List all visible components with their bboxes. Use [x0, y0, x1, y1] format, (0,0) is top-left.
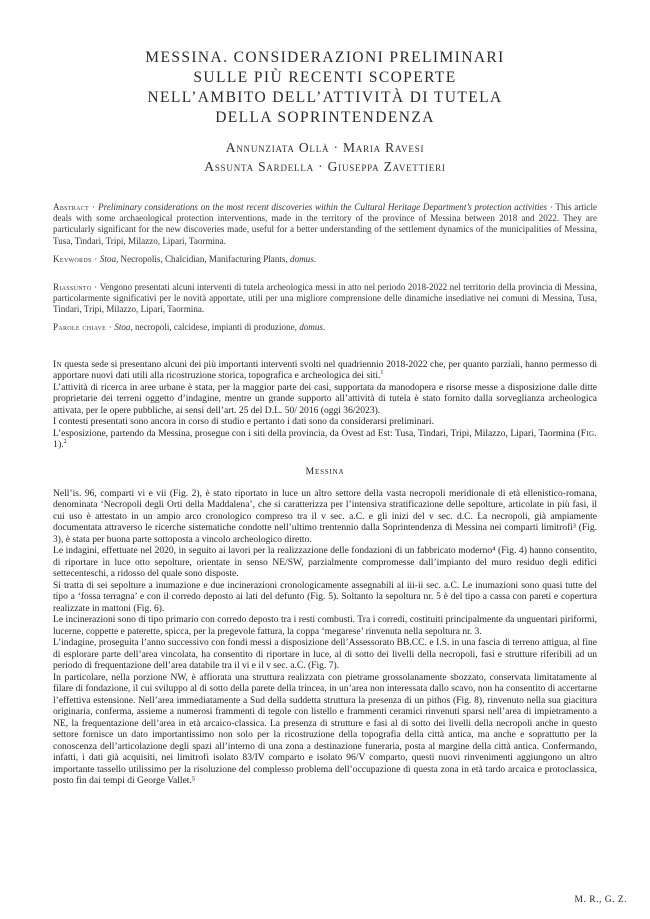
abstract: [53, 202, 597, 247]
paragraph: [53, 359, 597, 382]
paragraph: In particolare, nella porzione NW, è affiorata una struttura realizzata con pietrame grossolanamente sbozzato, conservata limitatamente al filare di fondazione, il cui sviluppo al di sotto della parete della trincea, in un’area non interessata dallo scavo, non ha consentito di accertarne l’effettiva estensione. Nell’area immediatamente a Sud della suddetta struttura la presenza di un pithos (Fig. 8), rinvenuto nella sua giacitura originaria, conferma, assieme a numerosi frammenti di tegole con listello e frammenti ceramici rinvenuti sparsi nell’area di impietramento a NE, la frequentazione dell’area in età arcaico-classica. La presenza di strutture e fasi al di sotto dei livelli della necropoli anche in questo settore fornisce un dato importantissimo non solo per la ricostruzione della topografia della città antica, ma anche e soprattutto per la conoscenza dell’articolazione degli spazi all’interno di una zona a destinazione funeraria, posta al margine della città antica. Confermando, infatti, i dati già acquisiti, nei limitrofi isolato 83/IV comparto e isolato 96/V comparto, questi nuovi rinvenimenti aggiungono un altro importante tassello utilissimo per la risoluzione del complesso problema dell’occupazione di questa zona in età tardo arcaica e protoclassica, posto fin dai tempi di George Vallet.⁵: [53, 671, 597, 787]
authors-line: Annunziata Ollà · Maria Ravesi: [225, 140, 425, 155]
title-line: MESSINA. CONSIDERAZIONI PRELIMINARI: [145, 49, 505, 66]
introduction: [53, 359, 597, 451]
parole-chiave-end: .: [322, 321, 326, 332]
lead-word: In: [53, 358, 62, 370]
paragraph: Le incinerazioni sono di tipo primario con corredo deposto tra i resti combusti. Tra i corredi, costituiti principalmente da unguentari piriformi, lucerne, coppette e paterette, spicca, per la pregevole fattura, la coppa ‘megarese’ rinvenuta nella sepoltura nr. 3.: [53, 614, 597, 637]
paragraph: [53, 428, 597, 451]
abstract-title: Preliminary considerations on the most recent discoveries within the Cultural Heritage Department’s protection activities: [98, 202, 548, 212]
title-line: SULLE PIÙ RECENTI SCOPERTE: [193, 69, 457, 86]
parole-chiave: [53, 322, 597, 333]
riassunto-label: Riassunto ·: [53, 282, 98, 293]
paragraph-text-end: ).: [58, 439, 64, 451]
paragraph: L’attività di ricerca in aree urbane è stata, per la maggior parte dei casi, supportata da manodopera e risorse messe a disposizione dalle ditte proprietarie dei terreni oggetto d’indagine, mentre un grande supporto all’attività di tutela è stato fornito dalla sorveglianza archeologica attivata, per le opere pubbliche, ai sensi dell’art. 25 del D.L. 50/ 2016 (oggi 36/2023).: [53, 381, 597, 416]
keyword-domus: domus: [290, 253, 314, 264]
footnote-ref: 1: [380, 370, 384, 377]
messina-section: [53, 488, 597, 787]
paragraph: Le indagini, effettuate nel 2020, in seguito ai lavori per la realizzazione delle fondazioni di un fabbricato moderno⁴ (Fig. 4) hanno consentito, di riportare in luce otto sepolture, orientate in senso NE/SW, parzialmente compromesse dall’impianto del muro residuo degli edifici settecenteschi, a ridosso del quale sono disposte.: [53, 545, 597, 580]
authors-line: Assunta Sardella · Giuseppa Zavettieri: [204, 159, 446, 174]
paragraph: I contesti presentati sono ancora in corso di studio e pertanto i dati sono da considerarsi preliminari.: [53, 416, 434, 428]
article-title: [53, 48, 597, 128]
article-page: [53, 0, 597, 787]
riassunto: [53, 282, 597, 316]
parola-stoa: Stoa: [114, 321, 131, 332]
paragraph: Nell’is. 96, comparti vi e vii (Fig. 2), è stato riportato in luce un altro settore della vasta necropoli meridionale di età ellenistico-romana, denominata ‘Necropoli degli Orti della Maddalena’, che si caratterizza per l’intensiva stratificazione delle sepolture, articolate in più fasi, il cui uso è attestato in un ampio arco cronologico compreso tra il v sec. a.C. e gli inizi del v sec. d.C. La necropoli, già ampiamente documentata attraverso le ricerche sistematiche condotte nell’ultimo trentennio dalla Soprintendenza di Messina nei comparti limitrofi³ (Fig. 3), è stata per buona parte sottoposta a vincolo archeologico diretto.: [53, 487, 597, 545]
title-line: DELLA SOPRINTENDENZA: [215, 109, 435, 126]
keywords-label: Keywords ·: [53, 253, 98, 264]
title-line: NELL’AMBITO DELL’ATTIVITÀ DI TUTELA: [147, 89, 503, 106]
paragraph-text: L’esposizione, partendo da Messina, prosegue con i siti della provincia, da Ovest ad Est: Tusa, Tindari, Tripi, Milazzo, Lipari, Taormina (: [53, 427, 581, 439]
paragraph-text: questa sede si presentano alcuni dei più importanti interventi svolti nel quadriennio 2018-2022 che, per quanto parziali, hanno permesso di apportare nuovi dati utili alla ricostruzione storica, topografica e archeologica dei siti.: [53, 358, 597, 382]
keywords-list: , Necropolis, Chalcidian, Manifacturing Plants,: [116, 253, 288, 264]
abstract-text: · This article deals with some archaeological protection interventions, made in the territory of the province of Messina between 2018 and 2022. They are particularly significant for the new discoveries made, useful for a better understanding of the settlement dynamics of the municipalities of Messina, Tusa, Tindari, Tripi, Milazzo, Lipari, Taormina.: [53, 202, 598, 246]
riassunto-text: Vengono presentati alcuni interventi di tutela archeologica messi in atto nel periodo 2018-2022 nel territorio della provincia di Messina, particolarmente significativi per le novità apportate, utili per una migliore comprensione delle dinamiche insediative nei comuni di Messina, Tusa, Tindari, Tripi, Milazzo, Lipari, Taormina.: [53, 282, 597, 315]
figure-ref: Fig. 1: [53, 427, 597, 451]
paragraph: Si tratta di sei sepolture a inumazione e due incinerazioni cronologicamente assegnabili al iii-ii sec. a.C. Le inumazioni sono quasi tutte del tipo a ‘fossa terragna’ e con il corredo deposto ai lati del defunto (Fig. 5). Soltanto la sepoltura nr. 5 è del tipo a cassa con pareti e copertura realizzate in mattoni (Fig. 6).: [53, 579, 597, 614]
abstract-label: Abstract ·: [53, 202, 96, 212]
section-title: Messina: [305, 465, 345, 477]
parole-chiave-list: , necropoli, calcidese, impianti di produzione,: [130, 321, 297, 332]
keywords-end: .: [313, 253, 317, 264]
keywords: [53, 254, 597, 265]
keyword-stoa: Stoa: [99, 253, 116, 264]
author-initials: M. R., G. Z.: [574, 895, 627, 905]
footnote-ref: 2: [63, 439, 67, 446]
paragraph: L’indagine, proseguita l’anno successivo con fondi messi a disposizione dell’Assessorato BB.CC. e I.S. in una fascia di terreno attigua, al fine di esplorare parte dell’area vincolata, ha consentito di riportare in luce, al di sotto dei livelli della necropoli, fasi e strutture riferibili ad un periodo di frequentazione dell’area databile tra il vi e il v sec. a.C. (Fig. 7).: [53, 637, 597, 672]
parola-domus: domus: [299, 321, 323, 332]
authors: [53, 138, 597, 176]
parole-chiave-label: Parole chiave ·: [53, 321, 113, 332]
